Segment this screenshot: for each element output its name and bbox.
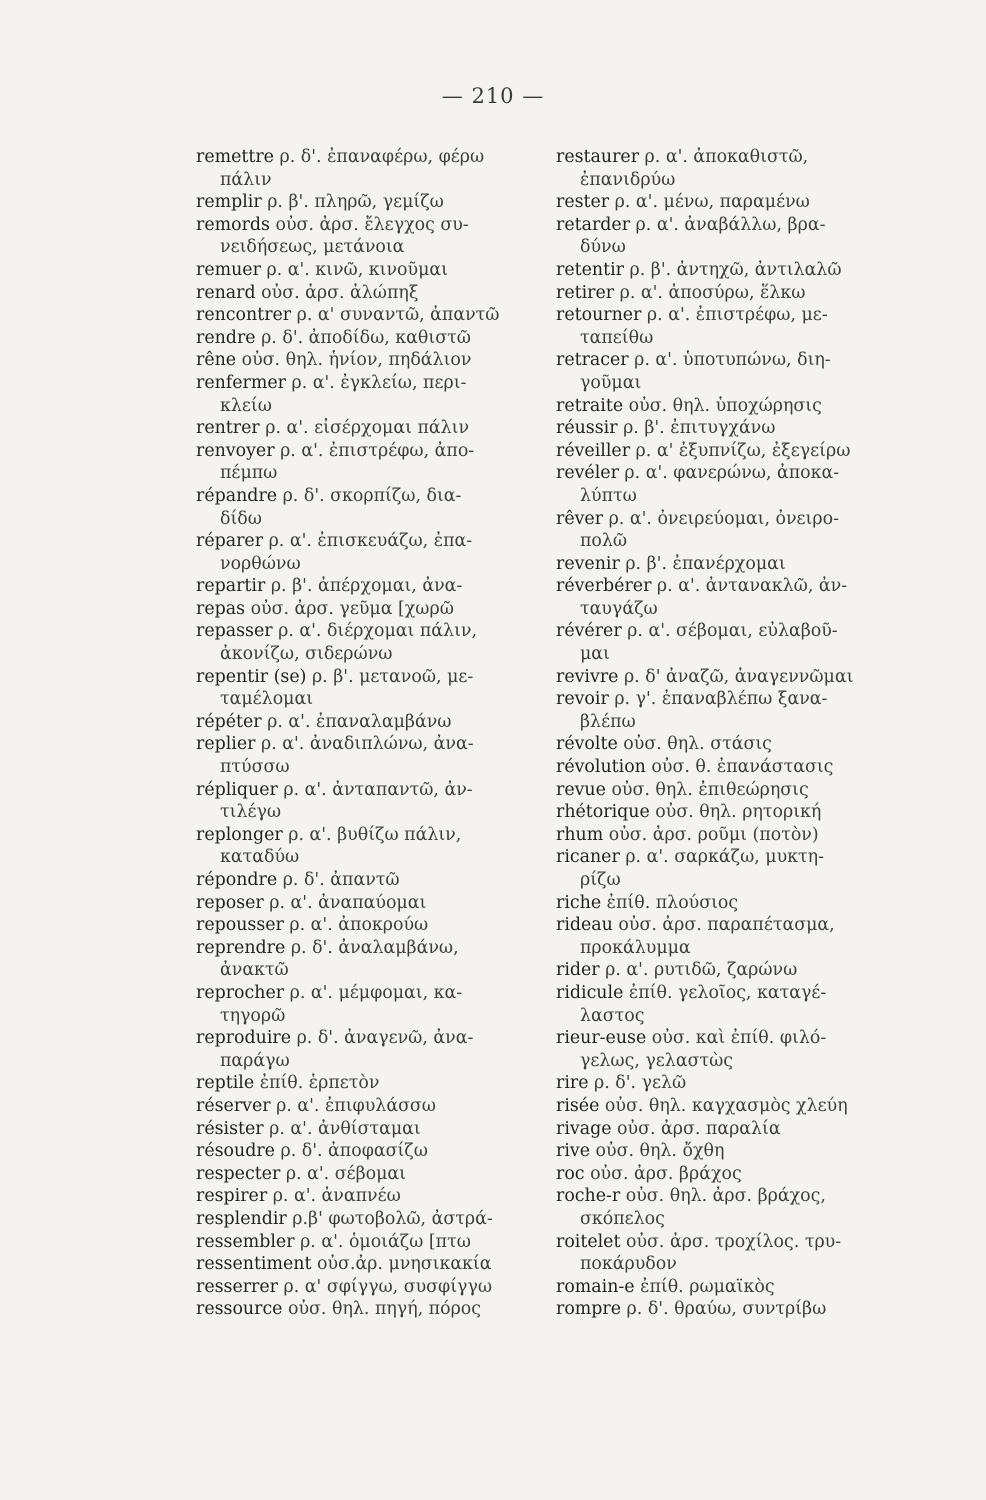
entry-translation: ρ. α'. ὑποτυπώνω, διη- — [634, 350, 831, 371]
dictionary-entry — [196, 191, 562, 214]
entry-headword: reproduire — [196, 1028, 292, 1049]
entry-continuation — [196, 959, 562, 982]
entry-continuation — [196, 688, 562, 711]
dictionary-entry — [196, 914, 562, 937]
dictionary-entry — [556, 959, 922, 982]
entry-translation: καταδύω — [220, 847, 300, 868]
dictionary-entry — [556, 756, 922, 779]
entry-translation: οὐσ. ἀρσ. ροῦμι (ποτὸν) — [608, 824, 819, 845]
entry-headword: renard — [196, 282, 256, 303]
entry-continuation — [196, 236, 562, 259]
entry-headword: replier — [196, 734, 256, 755]
dictionary-entry — [556, 1027, 922, 1050]
entry-headword: replonger — [196, 824, 283, 845]
entry-headword: ricaner — [556, 847, 620, 868]
entry-continuation — [196, 643, 562, 666]
entry-translation: ρ. α'. κινῶ, κινοῦμαι — [266, 259, 448, 280]
entry-headword: roitelet — [556, 1231, 621, 1252]
entry-translation: οὐσ. ἀρσ. παραπέτασμα, — [618, 915, 835, 936]
entry-translation: οὐσ. θηλ. ἐπιθεώρησις — [611, 779, 809, 800]
entry-headword: riche — [556, 892, 602, 913]
entry-headword: rhétorique — [556, 802, 650, 823]
entry-translation: ἐπανιδρύω — [580, 169, 676, 190]
dictionary-entry — [196, 282, 562, 305]
entry-continuation — [196, 462, 562, 485]
entry-headword: répéter — [196, 711, 262, 732]
entry-translation: ρ. α'. μέμφομαι, κα- — [289, 982, 463, 1003]
entry-continuation — [556, 869, 922, 892]
entry-translation: ρ. γ'. ἐπαναβλέπω ξανα- — [614, 689, 828, 710]
dictionary-entry — [556, 824, 922, 847]
entry-headword: rêver — [556, 508, 604, 529]
entry-headword: répandre — [196, 485, 278, 506]
dictionary-entry — [196, 349, 562, 372]
dictionary-entry — [196, 1208, 562, 1231]
entry-translation: ρ. β'. μετανοῶ, με- — [311, 666, 474, 687]
entry-continuation — [556, 1005, 922, 1028]
left-column — [196, 146, 562, 1321]
dictionary-entry — [196, 598, 562, 621]
dictionary-entry — [556, 417, 922, 440]
dictionary-entry — [556, 508, 922, 531]
entry-headword: ressentiment — [196, 1254, 312, 1275]
dictionary-entry — [196, 824, 562, 847]
dictionary-entry — [556, 620, 922, 643]
entry-translation: ρ. α'. ἀνταπαντῶ, ἀν- — [283, 779, 473, 800]
entry-continuation — [196, 169, 562, 192]
dictionary-entry — [196, 327, 562, 350]
entry-headword: rire — [556, 1073, 589, 1094]
entry-continuation — [196, 1005, 562, 1028]
dictionary-entry — [556, 846, 922, 869]
entry-translation: ρ. α'. ἐπαναλαμβάνω — [267, 711, 452, 732]
entry-headword: rester — [556, 192, 610, 213]
entry-headword: retracer — [556, 350, 629, 371]
entry-translation: ρ. α'. ἀναπνέω — [272, 1186, 401, 1207]
dictionary-entry — [556, 1185, 922, 1208]
entry-headword: retirer — [556, 282, 615, 303]
entry-translation: ρ. β'. ἀντηχῶ, ἀντιλαλῶ — [629, 259, 842, 280]
dictionary-entry — [196, 620, 562, 643]
dictionary-entry — [196, 666, 562, 689]
entry-headword: reposer — [196, 892, 264, 913]
dictionary-entry — [196, 146, 562, 169]
dictionary-entry — [196, 937, 562, 960]
entry-translation: οὐσ. θηλ. ἀρσ. βράχος, — [625, 1186, 826, 1207]
entry-headword: révolte — [556, 734, 618, 755]
entry-translation: γοῦμαι — [580, 372, 642, 393]
dictionary-entry — [556, 259, 922, 282]
dictionary-entry — [556, 1276, 922, 1299]
dictionary-entry — [556, 214, 922, 237]
entry-translation: τιλέγω — [220, 802, 282, 823]
dictionary-entry — [196, 892, 562, 915]
dictionary-entry — [196, 733, 562, 756]
entry-translation: πολῶ — [580, 531, 628, 552]
dictionary-entry — [196, 1276, 562, 1299]
dictionary-entry — [556, 553, 922, 576]
entry-headword: resplendir — [196, 1208, 287, 1229]
entry-translation: οὐσ. ἀρσ. ἔλεγχος συ- — [275, 214, 469, 235]
dictionary-entry — [196, 417, 562, 440]
dictionary-entry — [196, 575, 562, 598]
entry-headword: revivre — [556, 666, 619, 687]
dictionary-entry — [196, 1072, 562, 1095]
entry-headword: répondre — [196, 870, 278, 890]
entry-translation: ἐπίθ. πλούσιος — [606, 892, 739, 913]
dictionary-entry — [196, 259, 562, 282]
entry-headword: ridicule — [556, 982, 624, 1003]
dictionary-entry — [556, 440, 922, 463]
dictionary-entry — [556, 982, 922, 1005]
entry-translation: ρ. δ'. ἀναλαμβάνω, — [290, 937, 459, 958]
entry-translation: ρ. δ' ἀναζῶ, ἀναγεννῶμαι — [623, 666, 854, 687]
entry-translation: ἐπίθ. ἑρπετὸν — [259, 1073, 380, 1094]
entry-translation: νορθώνω — [220, 553, 301, 574]
entry-translation: ρ. α'. ἀντανακλῶ, ἀν- — [656, 576, 848, 597]
dictionary-entry — [556, 801, 922, 824]
entry-headword: résister — [196, 1118, 264, 1139]
entry-continuation — [556, 169, 922, 192]
entry-translation: ρ. α'. μένω, παραμένω — [614, 192, 810, 213]
entry-headword: respirer — [196, 1186, 268, 1207]
entry-translation: γελως, γελαστὼς — [580, 1050, 733, 1071]
entry-headword: risée — [556, 1095, 600, 1116]
dictionary-entry — [556, 282, 922, 305]
entry-headword: rêne — [196, 350, 237, 371]
entry-translation: κλείω — [220, 395, 272, 416]
dictionary-entry — [556, 1118, 922, 1141]
dictionary-entry — [556, 914, 922, 937]
entry-translation: οὐσ. θηλ. ὑποχώρησις — [628, 395, 822, 416]
entry-headword: repas — [196, 598, 246, 619]
entry-translation: ρ. α'. διέρχομαι πάλιν, — [278, 621, 477, 642]
entry-headword: rivage — [556, 1118, 612, 1139]
dictionary-entry — [556, 1231, 922, 1254]
entry-translation: ἐπίθ. ρωμαϊκὸς — [640, 1276, 775, 1297]
entry-headword: romain-e — [556, 1276, 635, 1297]
entry-translation: σκόπελος — [580, 1208, 665, 1229]
entry-headword: rider — [556, 960, 600, 981]
entry-continuation — [556, 327, 922, 350]
entry-headword: réparer — [196, 531, 264, 552]
entry-headword: ressembler — [196, 1231, 295, 1252]
dictionary-entry — [196, 869, 562, 892]
entry-translation: ρ. α'. εἰσέρχομαι πάλιν — [265, 418, 470, 439]
entry-translation: ρ. α'. σέβομαι, εὐλαβοῦ- — [627, 621, 838, 642]
entry-translation: ἐπίθ. γελοῖος, καταγέ- — [628, 982, 827, 1003]
entry-headword: revoir — [556, 689, 609, 710]
entry-translation: πάλιν — [220, 169, 272, 190]
entry-translation: ρ. β'. ἐπιτυγχάνω — [623, 418, 776, 439]
entry-translation: οὐσ. θηλ. ἡνίον, πηδάλιον — [241, 350, 472, 371]
entry-headword: résoudre — [196, 1141, 275, 1162]
entry-translation: ρ. β'. ἀπέρχομαι, ἀνα- — [270, 576, 463, 597]
entry-headword: ressource — [196, 1299, 283, 1320]
entry-translation: ρ. α'. ἐγκλείω, περι- — [291, 372, 467, 393]
right-column — [556, 146, 922, 1321]
entry-continuation — [556, 937, 922, 960]
entry-continuation — [556, 1253, 922, 1276]
entry-translation: πτύσσω — [220, 757, 290, 778]
entry-continuation — [196, 756, 562, 779]
entry-continuation — [556, 1208, 922, 1231]
entry-continuation — [556, 598, 922, 621]
dictionary-entry — [556, 1072, 922, 1095]
entry-headword: respecter — [196, 1163, 281, 1184]
dictionary-entry — [556, 575, 922, 598]
entry-translation: πέμπω — [220, 463, 278, 484]
entry-headword: roc — [556, 1163, 585, 1184]
page-number: — 210 — — [441, 84, 545, 108]
dictionary-entry — [196, 1231, 562, 1254]
entry-translation: οὐσ.ἀρ. μνησικακία — [317, 1254, 492, 1275]
dictionary-entry — [196, 440, 562, 463]
entry-headword: réserver — [196, 1095, 271, 1116]
entry-translation: ρ. β'. πληρῶ, γεμίζω — [267, 192, 444, 213]
entry-translation: ρ. α'. ἀναδιπλώνω, ἀνα- — [261, 734, 474, 755]
entry-headword: retourner — [556, 305, 642, 326]
entry-translation: προκάλυμμα — [580, 937, 691, 958]
entry-headword: rentrer — [196, 418, 260, 439]
entry-translation: ἀκονίζω, σιδερώνω — [220, 644, 393, 665]
entry-translation: οὐσ. θηλ. στάσις — [623, 734, 772, 755]
dictionary-entry — [556, 1298, 922, 1321]
entry-translation: οὐσ. θηλ. καγχασμὸς χλεύη — [604, 1095, 848, 1116]
entry-translation: λύπτω — [580, 485, 637, 506]
dictionary-entry — [196, 485, 562, 508]
entry-translation: νειδήσεως, μετάνοια — [220, 237, 405, 258]
dictionary-entry — [556, 304, 922, 327]
entry-translation: οὐσ. θηλ. ρητορική — [655, 802, 822, 823]
entry-headword: revue — [556, 779, 606, 800]
dictionary-entry — [196, 304, 562, 327]
entry-translation: ρ. δ'. ἀπαντῶ — [282, 870, 400, 890]
entry-translation: ρ. α'. σαρκάζω, μυκτη- — [625, 847, 824, 868]
dictionary-entry — [196, 1298, 562, 1321]
entry-translation: ρ. α'. ἀποκρούω — [289, 915, 429, 936]
dictionary-entry — [556, 892, 922, 915]
entry-continuation — [196, 1050, 562, 1073]
entry-headword: rive — [556, 1141, 590, 1162]
entry-headword: restaurer — [556, 147, 640, 167]
entry-headword: retarder — [556, 214, 631, 235]
entry-continuation — [196, 846, 562, 869]
entry-continuation — [556, 1050, 922, 1073]
entry-translation: ρ. α'. ἀναπαύομαι — [269, 892, 427, 913]
entry-headword: retentir — [556, 259, 624, 280]
entry-headword: rencontrer — [196, 305, 292, 326]
entry-headword: révérer — [556, 621, 622, 642]
dictionary-entry — [196, 779, 562, 802]
entry-translation: οὐσ. καὶ ἐπίθ. φιλό- — [651, 1028, 827, 1049]
entry-translation: οὐσ. ἀρσ. ἀλώπηξ — [261, 282, 419, 303]
dictionary-entry — [196, 711, 562, 734]
dictionary-entry — [196, 1118, 562, 1141]
entry-headword: revenir — [556, 553, 620, 574]
entry-headword: révolution — [556, 757, 646, 778]
dictionary-entry — [196, 372, 562, 395]
dictionary-entry — [556, 1140, 922, 1163]
entry-translation: ρ. α'. φανερώνω, ἀποκα- — [624, 463, 840, 484]
dictionary-entry — [556, 395, 922, 418]
entry-translation: λαστος — [580, 1005, 645, 1026]
entry-headword: réveiller — [556, 440, 631, 461]
entry-translation: μαι — [580, 644, 610, 665]
entry-translation: ρ. α'. σέβομαι — [285, 1163, 406, 1184]
entry-headword: revéler — [556, 463, 619, 484]
entry-translation: οὐσ. ἀρσ. γεῦμα [χωρῶ — [250, 598, 454, 619]
entry-translation: ρ. δ'. θραύω, συντρίβω — [626, 1299, 827, 1320]
entry-translation: ταμέλομαι — [220, 689, 314, 710]
dictionary-entry — [556, 688, 922, 711]
dictionary-entry — [196, 1027, 562, 1050]
entry-continuation — [196, 395, 562, 418]
entry-headword: reprendre — [196, 937, 286, 958]
entry-headword: remplir — [196, 192, 262, 213]
entry-continuation — [196, 801, 562, 824]
entry-headword: reptile — [196, 1073, 255, 1094]
entry-translation: ρ. α'. ἀποσύρω, ἕλκω — [619, 282, 806, 303]
entry-headword: reprocher — [196, 982, 285, 1003]
entry-translation: ρ. δ'. ἀποφασίζω — [280, 1141, 428, 1162]
entry-translation: ρ. α'. βυθίζω πάλιν, — [288, 824, 462, 845]
entry-translation: ρ. δ'. σκορπίζω, δια- — [282, 485, 462, 506]
entry-translation: ρ. α'. ὁμοιάζω [πτω — [300, 1231, 471, 1252]
entry-continuation — [556, 485, 922, 508]
dictionary-entry — [196, 530, 562, 553]
dictionary-entry — [196, 1163, 562, 1186]
entry-headword: repentir (se) — [196, 666, 307, 687]
entry-translation: ἀνακτῶ — [220, 960, 289, 981]
entry-translation: ρ. α' ἐξυπνίζω, ἐξεγείρω — [635, 440, 851, 461]
entry-translation: οὐσ. θηλ. πηγή, πόρος — [288, 1299, 482, 1320]
entry-headword: réussir — [556, 418, 618, 439]
entry-headword: resserrer — [196, 1276, 278, 1297]
entry-continuation — [556, 530, 922, 553]
entry-translation: ρ. β'. ἐπανέρχομαι — [625, 553, 786, 574]
entry-translation: οὐσ. θηλ. ὄχθη — [595, 1141, 725, 1162]
entry-headword: renfermer — [196, 372, 286, 393]
entry-translation: τηγορῶ — [220, 1005, 286, 1026]
dictionary-entry — [556, 462, 922, 485]
entry-headword: rideau — [556, 915, 613, 936]
entry-headword: rieur-euse — [556, 1028, 647, 1049]
entry-translation: ταυγάζω — [580, 598, 658, 619]
entry-continuation — [556, 643, 922, 666]
dictionary-entry — [196, 1185, 562, 1208]
entry-translation: ρ. α'. ἐπισκευάζω, ἐπα- — [268, 531, 473, 552]
entry-translation: ρ. α'. ρυτιδῶ, ζαρώνω — [605, 960, 798, 981]
entry-translation: παράγω — [220, 1050, 290, 1071]
entry-translation: ταπείθω — [580, 327, 654, 348]
entry-headword: rendre — [196, 327, 256, 348]
entry-continuation — [196, 508, 562, 531]
entry-headword: réverbérer — [556, 576, 652, 597]
entry-headword: remuer — [196, 259, 261, 280]
entry-continuation — [556, 711, 922, 734]
entry-translation: βλέπω — [580, 711, 636, 732]
dictionary-entry — [196, 1253, 562, 1276]
dictionary-entry — [556, 1095, 922, 1118]
entry-headword: repasser — [196, 621, 273, 642]
entry-headword: rompre — [556, 1299, 622, 1320]
entry-headword: remettre — [196, 147, 274, 167]
entry-headword: renvoyer — [196, 440, 275, 461]
entry-translation: ρ. α'. ἀνθίσταμαι — [269, 1118, 421, 1139]
entry-translation: οὐσ. θ. ἐπανάστασις — [651, 757, 834, 778]
dictionary-entry — [196, 982, 562, 1005]
entry-translation: ρ. α'. ἐπιφυλάσσω — [276, 1095, 436, 1116]
dictionary-entry — [196, 214, 562, 237]
entry-translation: οὐσ. ἀρσ. τροχίλος. τρυ- — [626, 1231, 842, 1252]
dictionary-entry — [556, 1163, 922, 1186]
entry-translation: ρ. δ'. ἐπαναφέρω, φέρω — [279, 147, 485, 167]
entry-continuation — [196, 553, 562, 576]
dictionary-entry — [556, 191, 922, 214]
entry-headword: repartir — [196, 576, 266, 597]
entry-translation: ρ. α' συναντῶ, ἀπαντῶ — [296, 305, 500, 326]
entry-headword: repousser — [196, 915, 284, 936]
dictionary-entry — [556, 666, 922, 689]
dictionary-entry — [556, 349, 922, 372]
entry-translation: ρ. α'. ὀνειρεύομαι, ὀνειρο- — [608, 508, 839, 529]
entry-translation: ρ. α'. ἐπιστρέφω, ἀπο- — [280, 440, 475, 461]
entry-translation: ρ. α'. ἀναβάλλω, βρα- — [635, 214, 826, 235]
entry-headword: remords — [196, 214, 270, 235]
entry-translation: ρ. α'. ἀποκαθιστῶ, — [644, 147, 809, 167]
dictionary-entry — [556, 146, 922, 169]
entry-continuation — [556, 236, 922, 259]
entry-translation: ποκάρυδον — [580, 1254, 677, 1275]
entry-translation: οὐσ. ἀρσ. παραλία — [617, 1118, 781, 1139]
dictionary-entry — [556, 733, 922, 756]
dictionary-entry — [556, 779, 922, 802]
entry-headword: roche-r — [556, 1186, 621, 1207]
entry-headword: retraite — [556, 395, 624, 416]
entry-translation: ρ. α'. ἐπιστρέφω, με- — [646, 305, 828, 326]
entry-translation: ρίζω — [580, 870, 621, 890]
dictionary-entry — [196, 1140, 562, 1163]
entry-headword: rhum — [556, 824, 604, 845]
entry-translation: δίδω — [220, 508, 262, 529]
entry-translation: δύνω — [580, 237, 626, 258]
entry-translation: ρ. δ'. γελῶ — [594, 1073, 687, 1094]
entry-translation: οὐσ. ἀρσ. βράχος — [590, 1163, 742, 1184]
entry-translation: ρ. α' σφίγγω, συσφίγγω — [283, 1276, 493, 1297]
entry-translation: ρ. δ'. ἀναγενῶ, ἀνα- — [296, 1028, 474, 1049]
entry-continuation — [556, 372, 922, 395]
dictionary-entry — [196, 1095, 562, 1118]
entry-translation: ρ.β' φωτοβολῶ, ἀστρά- — [292, 1208, 493, 1229]
entry-headword: répliquer — [196, 779, 278, 800]
entry-translation: ρ. δ'. ἀποδίδω, καθιστῶ — [261, 327, 471, 348]
